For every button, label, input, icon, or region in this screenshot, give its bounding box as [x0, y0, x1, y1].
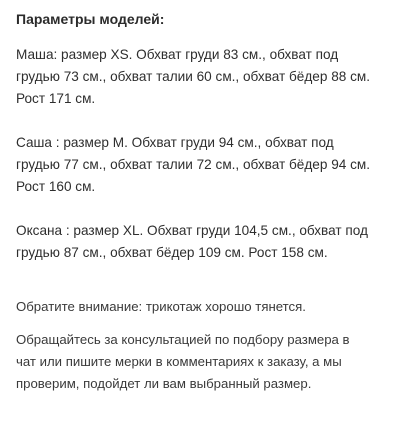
- model-params-oksana: [16, 220, 408, 264]
- model-params-masha: [16, 44, 408, 110]
- product-description: [16, 10, 408, 395]
- text-line: чат или пишите мерки в комментариях к заказу, а мы: [16, 354, 342, 369]
- text-line: грудью 73 см., обхват талии 60 см., обхват бёдер 88 см.: [16, 69, 371, 84]
- text-line: проверим, подойдет ли вам выбранный размер.: [16, 376, 312, 391]
- text-line: Обращайтесь за консультацией по подбору размера в: [16, 332, 350, 347]
- text-line: Оксана : размер XL. Обхват груди 104,5 см., обхват под: [16, 223, 368, 238]
- fabric-notice: Обратите внимание: трикотаж хорошо тянется.: [16, 299, 306, 314]
- model-params-sasha: [16, 132, 408, 198]
- text-line: Рост 171 см.: [16, 91, 96, 106]
- text-line: грудью 77 см., обхват талии 72 см., обхват бёдер 94 см.: [16, 157, 371, 172]
- text-line: Рост 160 см.: [16, 179, 96, 194]
- text-line: Маша: размер XS. Обхват груди 83 см., обхват под: [16, 47, 339, 62]
- consultation-text: [16, 329, 408, 395]
- text-line: грудью 87 см., обхват бёдер 109 см. Рост 158 см.: [16, 245, 328, 260]
- section-heading: Параметры моделей:: [16, 11, 165, 27]
- text-line: Саша : размер M. Обхват груди 94 см., обхват под: [16, 135, 334, 150]
